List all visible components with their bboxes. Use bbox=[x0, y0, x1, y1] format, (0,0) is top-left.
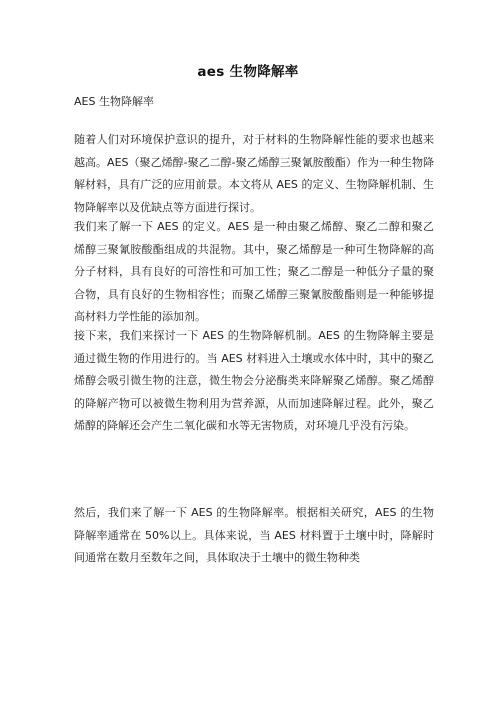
paragraph-intro: 随着人们对环境保护意识的提升，对于材料的生物降解性能的要求也越来越高。AES（聚乙烯醇-聚乙二醇-聚乙烯醇三聚氰胺酸酯）作为一种生物降解材料，具有广泛的应用前景。本文将从 AES 的定义、生物降解机制、生物降解率以及优缺点等方面进行探讨。 bbox=[74, 133, 434, 214]
document-subtitle: AES 生物降解率 bbox=[74, 95, 154, 108]
paragraph-degradation-rate: 然后，我们来了解一下 AES 的生物降解率。根据相关研究，AES 的生物降解率通常在 50%以上。具体来说，当 AES 材料置于土壤中时，降解时间通常在数月至数年之间，具体取决于土壤中的微生物种类 bbox=[74, 506, 434, 565]
paragraph-mechanism: 接下来，我们来探讨一下 AES 的生物降解机制。AES 的生物降解主要是通过微生物的作用进行的。当 AES 材料进入土壤或水体中时，其中的聚乙烯醇会吸引微生物的注意，微生物会分泌酶类来降解聚乙烯醇。聚乙烯醇的降解产物可以被微生物利用为营养源，从而加速降解过程。此外，聚乙烯醇的降解还会产生二氧化碳和水等无害物质，对环境几乎没有污染。 bbox=[74, 329, 434, 433]
paragraph-definition: 我们来了解一下 AES 的定义。AES 是一种由聚乙烯醇、聚乙二醇和聚乙烯醇三聚氰胺酸酯组成的共混物。其中，聚乙烯醇是一种可生物降解的高分子材料，具有良好的可溶性和可加工性；聚乙二醇是一种低分子量的聚合物，具有良好的生物相容性；而聚乙烯醇三聚氰胺酸酯则是一种能够提高材料力学性能的添加剂。 bbox=[74, 220, 434, 324]
document-title: aes 生物降解率 bbox=[197, 64, 299, 80]
